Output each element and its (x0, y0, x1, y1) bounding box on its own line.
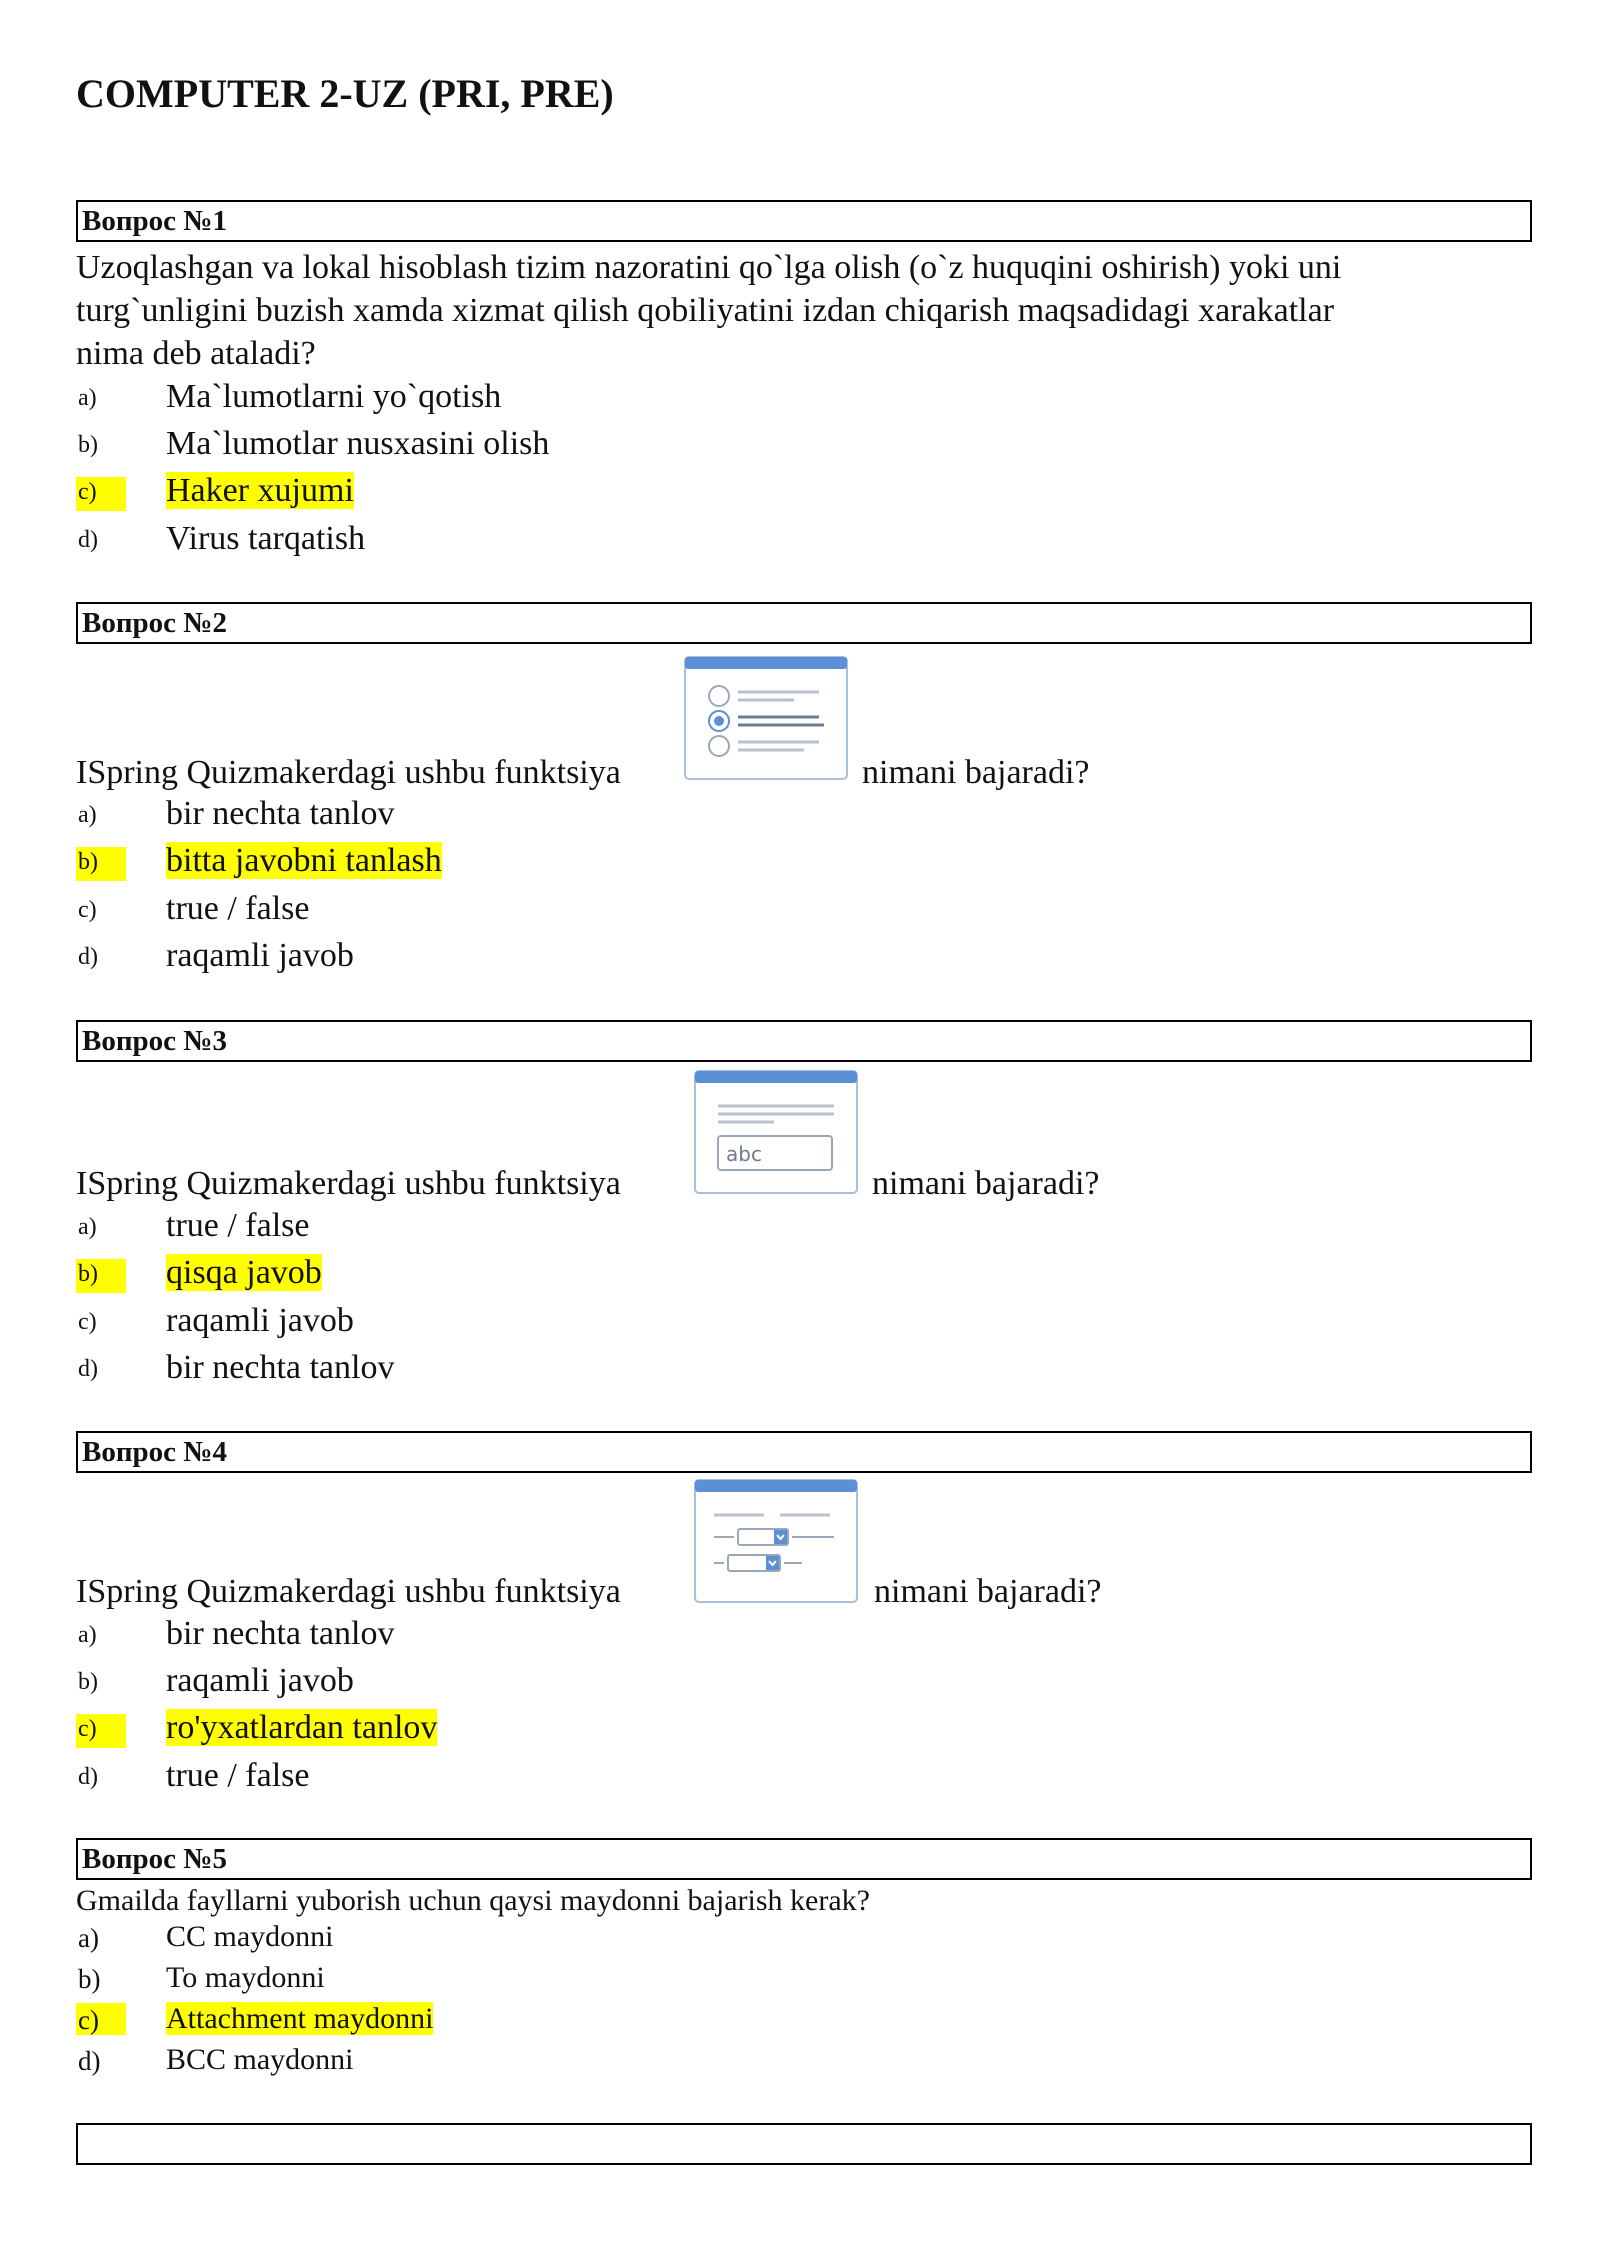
question-1-text-line-1: Uzoqlashgan va lokal hisoblash tizim nazoratini qo`lga olish (o`z huquqini oshirish) yoki uni (76, 249, 1342, 286)
select-from-lists-icon (694, 1479, 858, 1603)
question-5-header (76, 1838, 1532, 1880)
q3-option-a-text: true / false (166, 1207, 310, 1244)
q3-option-c-text: raqamli javob (166, 1302, 354, 1339)
q2-correct-answer: bitta javobni tanlash (166, 842, 442, 879)
question-1-header (76, 200, 1532, 242)
q2-option-a-text: bir nechta tanlov (166, 795, 395, 832)
q3-correct-answer: qisqa javob (166, 1254, 322, 1291)
question-6-header (76, 2123, 1532, 2165)
q5-option-c-text (166, 2002, 433, 2036)
question-2-text-after: nimani bajaradi? (862, 754, 1090, 791)
q2-option-c-text: true / false (166, 890, 310, 927)
q1-option-b-letter: b) (78, 432, 98, 458)
q5-option-a-text: CC maydonni (166, 1920, 334, 1953)
q4-option-d-letter: d) (78, 1764, 98, 1790)
q4-option-a-text: bir nechta tanlov (166, 1615, 395, 1652)
q5-option-a-letter: a) (78, 1923, 99, 1953)
q3-option-b-text (166, 1254, 322, 1292)
q5-option-d-text: BCC maydonni (166, 2043, 354, 2076)
document-title: COMPUTER 2-UZ (PRI, PRE) (76, 71, 614, 116)
q5-correct-answer: Attachment maydonni (166, 2002, 434, 2035)
q4-option-b-letter: b) (78, 1669, 98, 1695)
q1-option-b-text: Ma`lumotlar nusxasini olish (166, 425, 550, 462)
question-3-label: Вопрос №3 (82, 1025, 227, 1057)
q1-option-d-letter: d) (78, 527, 98, 553)
question-3-header (76, 1020, 1532, 1062)
q5-option-b-letter: b) (78, 1964, 101, 1994)
question-4-text-before: ISpring Quizmakerdagi ushbu funktsiya (76, 1573, 621, 1610)
q2-option-a-letter: a) (78, 802, 97, 828)
q2-option-d-text: raqamli javob (166, 937, 354, 974)
short-answer-icon (694, 1070, 858, 1194)
q3-option-c-letter: c) (78, 1309, 97, 1335)
q4-option-c-letter: c) (78, 1716, 97, 1742)
question-3-text-before: ISpring Quizmakerdagi ushbu funktsiya (76, 1165, 621, 1202)
q1-option-a-text: Ma`lumotlarni yo`qotish (166, 378, 502, 415)
q1-option-a-letter: a) (78, 385, 97, 411)
question-4-label: Вопрос №4 (82, 1436, 227, 1468)
question-2-text-before: ISpring Quizmakerdagi ushbu funktsiya (76, 754, 621, 791)
q5-option-d-letter: d) (78, 2046, 101, 2076)
q4-option-b-text: raqamli javob (166, 1662, 354, 1699)
q3-option-d-letter: d) (78, 1356, 98, 1382)
q3-option-d-text: bir nechta tanlov (166, 1349, 395, 1386)
question-1-label: Вопрос №1 (82, 205, 227, 237)
single-choice-icon (684, 656, 848, 780)
q2-option-b-letter: b) (78, 849, 98, 875)
q4-option-d-text: true / false (166, 1757, 310, 1794)
q5-option-b-text: To maydonni (166, 1961, 325, 1994)
q1-option-d-text: Virus tarqatish (166, 520, 366, 557)
q4-option-c-text (166, 1709, 437, 1747)
question-5-text: Gmailda fayllarni yuborish uchun qaysi maydonni bajarish kerak? (76, 1884, 870, 1917)
q1-correct-answer: Haker xujumi (166, 472, 354, 509)
short-answer-icon-text: abc (726, 1142, 762, 1166)
q1-option-c-letter: c) (78, 479, 97, 505)
question-1-text-line-3: nima deb ataladi? (76, 335, 316, 372)
question-5-label: Вопрос №5 (82, 1843, 227, 1875)
q2-option-d-letter: d) (78, 944, 98, 970)
q4-correct-answer: ro'yxatlardan tanlov (166, 1709, 438, 1746)
question-4-text-after: nimani bajaradi? (874, 1573, 1102, 1610)
question-2-header (76, 602, 1532, 644)
q3-option-a-letter: a) (78, 1214, 97, 1240)
q4-option-a-letter: a) (78, 1622, 97, 1648)
q2-option-b-text (166, 842, 442, 880)
question-4-header (76, 1431, 1532, 1473)
q2-option-c-letter: c) (78, 897, 97, 923)
q5-option-c-letter: c) (78, 2005, 99, 2035)
question-2-label: Вопрос №2 (82, 607, 227, 639)
question-1-text-line-2: turg`unligini buzish xamda xizmat qilish qobiliyatini izdan chiqarish maqsadidagi xarakatlar (76, 292, 1335, 329)
q3-option-b-letter: b) (78, 1261, 98, 1287)
question-3-text-after: nimani bajaradi? (872, 1165, 1100, 1202)
q1-option-c-text (166, 472, 354, 510)
